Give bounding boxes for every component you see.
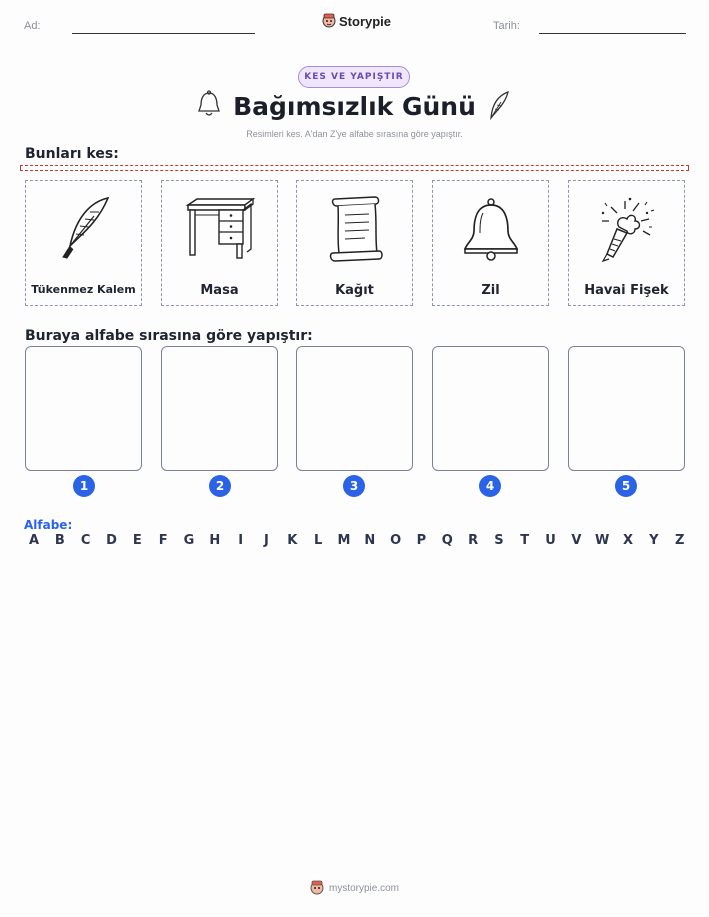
name-label: Ad: <box>24 20 41 32</box>
alphabet-letter: K <box>287 533 298 548</box>
activity-badge: KES VE YAPIŞTIR <box>298 66 410 88</box>
paste-slot[interactable] <box>568 346 685 471</box>
name-line[interactable] <box>72 33 255 34</box>
cut-line <box>20 165 689 171</box>
cut-card[interactable] <box>296 180 413 306</box>
alphabet-letter: P <box>416 533 427 548</box>
alphabet-letter: V <box>571 533 582 548</box>
alphabet-letter: N <box>364 533 376 548</box>
alphabet-letter: C <box>80 533 91 548</box>
paste-slot[interactable] <box>25 346 142 471</box>
alphabet-letter: Z <box>674 533 685 548</box>
alphabet-letter: Q <box>441 533 453 548</box>
alphabet-row <box>24 533 690 548</box>
card-label: Havai Fişek <box>584 283 669 298</box>
cut-heading: Bunları kes: <box>25 146 119 162</box>
quill-pen-icon <box>54 194 114 264</box>
bell-icon <box>461 197 521 261</box>
page-title: Bağımsızlık Günü <box>233 92 476 121</box>
instructions: Resimleri kes. A'dan Z'ye alfabe sırasına göre yapıştır. <box>246 129 463 139</box>
card-label: Masa <box>200 283 239 298</box>
storypie-mascot-icon <box>322 13 336 29</box>
alphabet-letter: X <box>623 533 634 548</box>
card-label: Kağıt <box>335 283 374 298</box>
alphabet-letter: W <box>595 533 610 548</box>
alphabet-letter: M <box>337 533 351 548</box>
alphabet-letter: U <box>545 533 556 548</box>
brand-name: Storypie <box>339 13 392 29</box>
alphabet-letter: A <box>28 533 40 548</box>
slot-number: 2 <box>209 475 231 497</box>
quill-decoration-icon <box>487 90 511 122</box>
paste-slot[interactable] <box>296 346 413 471</box>
card-label: Zil <box>481 283 500 298</box>
storypie-mascot-icon <box>310 880 324 896</box>
desk-icon <box>185 197 255 261</box>
alphabet-letter: D <box>106 533 117 548</box>
slot-number: 5 <box>615 475 637 497</box>
alphabet-letter: Y <box>649 533 659 548</box>
alphabet-letter: L <box>313 533 323 548</box>
cut-card[interactable] <box>432 180 549 306</box>
cut-card[interactable] <box>568 180 685 306</box>
cut-card[interactable] <box>161 180 278 306</box>
alphabet-letter: E <box>132 533 142 548</box>
alphabet-letter: R <box>468 533 479 548</box>
alphabet-letter: S <box>494 533 504 548</box>
slot-number: 4 <box>479 475 501 497</box>
alphabet-letter: O <box>390 533 402 548</box>
firework-icon <box>597 193 657 265</box>
footer <box>0 880 709 896</box>
paste-slot[interactable] <box>432 346 549 471</box>
slot-number: 1 <box>73 475 95 497</box>
scroll-paper-icon <box>325 193 385 265</box>
footer-url[interactable]: mystorypie.com <box>328 882 399 894</box>
alphabet-letter: T <box>520 533 530 548</box>
card-label: Tükenmez Kalem <box>31 283 136 296</box>
paste-slot[interactable] <box>161 346 278 471</box>
alphabet-letter: J <box>264 533 269 548</box>
date-line[interactable] <box>539 33 686 34</box>
alphabet-letter: F <box>158 533 168 548</box>
paste-heading: Buraya alfabe sırasına göre yapıştır: <box>25 328 313 344</box>
alphabet-letter: I <box>238 533 244 548</box>
alphabet-letter: B <box>54 533 65 548</box>
brand-logo <box>322 13 391 29</box>
slot-number: 3 <box>343 475 365 497</box>
alphabet-letter: G <box>183 533 195 548</box>
cut-card[interactable] <box>25 180 142 306</box>
date-label: Tarih: <box>493 20 520 32</box>
alphabet-label: Alfabe: <box>24 518 73 532</box>
alphabet-letter: H <box>209 533 221 548</box>
